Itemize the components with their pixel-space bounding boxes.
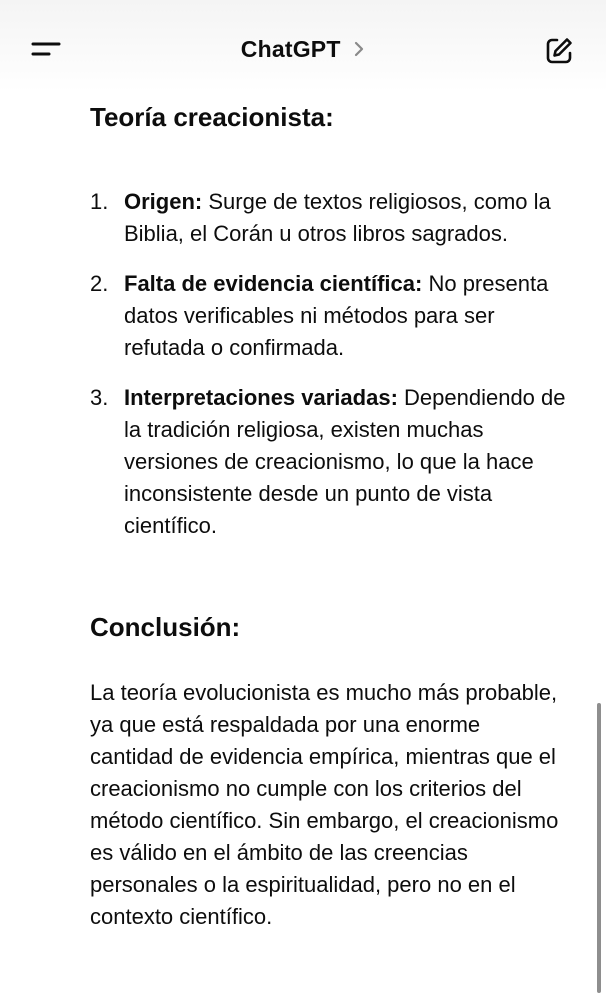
list-item — [90, 268, 570, 364]
top-bar — [0, 0, 606, 92]
list-item — [90, 382, 570, 542]
conclusion-paragraph: La teoría evolucionista es mucho más probable, ya que está respaldada por una enorme cantidad de evidencia empírica, mientras que el creacionismo no cumple con los criterios del método científico. Sin embargo, el creacionismo es válido en el ámbito de las creencias personales o la espiritualidad, pero no en el contexto científico. — [90, 680, 559, 929]
section-heading-creationist: Teoría creacionista: — [90, 102, 334, 132]
list-item-label: Interpretaciones variadas: — [124, 385, 398, 410]
list-item-text: No presenta datos verificables ni métodos para ser refutada o confirmada. — [124, 271, 549, 360]
app-title: ChatGPT — [240, 36, 341, 62]
list-item — [90, 186, 570, 250]
list-number: 3. — [90, 385, 109, 410]
points-list — [90, 186, 570, 560]
list-number: 2. — [90, 271, 109, 296]
list-item-text: Dependiendo de la tradición religiosa, existen muchas versiones de creacionismo, lo que la hace inconsistente desde un punto de vista científico. — [124, 385, 566, 538]
list-item-label: Falta de evidencia científica: — [124, 271, 423, 296]
list-item-label: Origen: — [124, 189, 203, 214]
scrollbar[interactable] — [597, 703, 601, 993]
list-item-text: Surge de textos religiosos, como la Biblia, el Corán u otros libros sagrados. — [124, 189, 551, 246]
new-chat-button[interactable] — [544, 36, 574, 66]
list-number: 1. — [90, 189, 109, 214]
model-selector[interactable] — [0, 36, 606, 63]
chevron-right-icon — [353, 40, 365, 58]
edit-icon — [544, 36, 574, 66]
section-heading-conclusion: Conclusión: — [90, 612, 241, 642]
